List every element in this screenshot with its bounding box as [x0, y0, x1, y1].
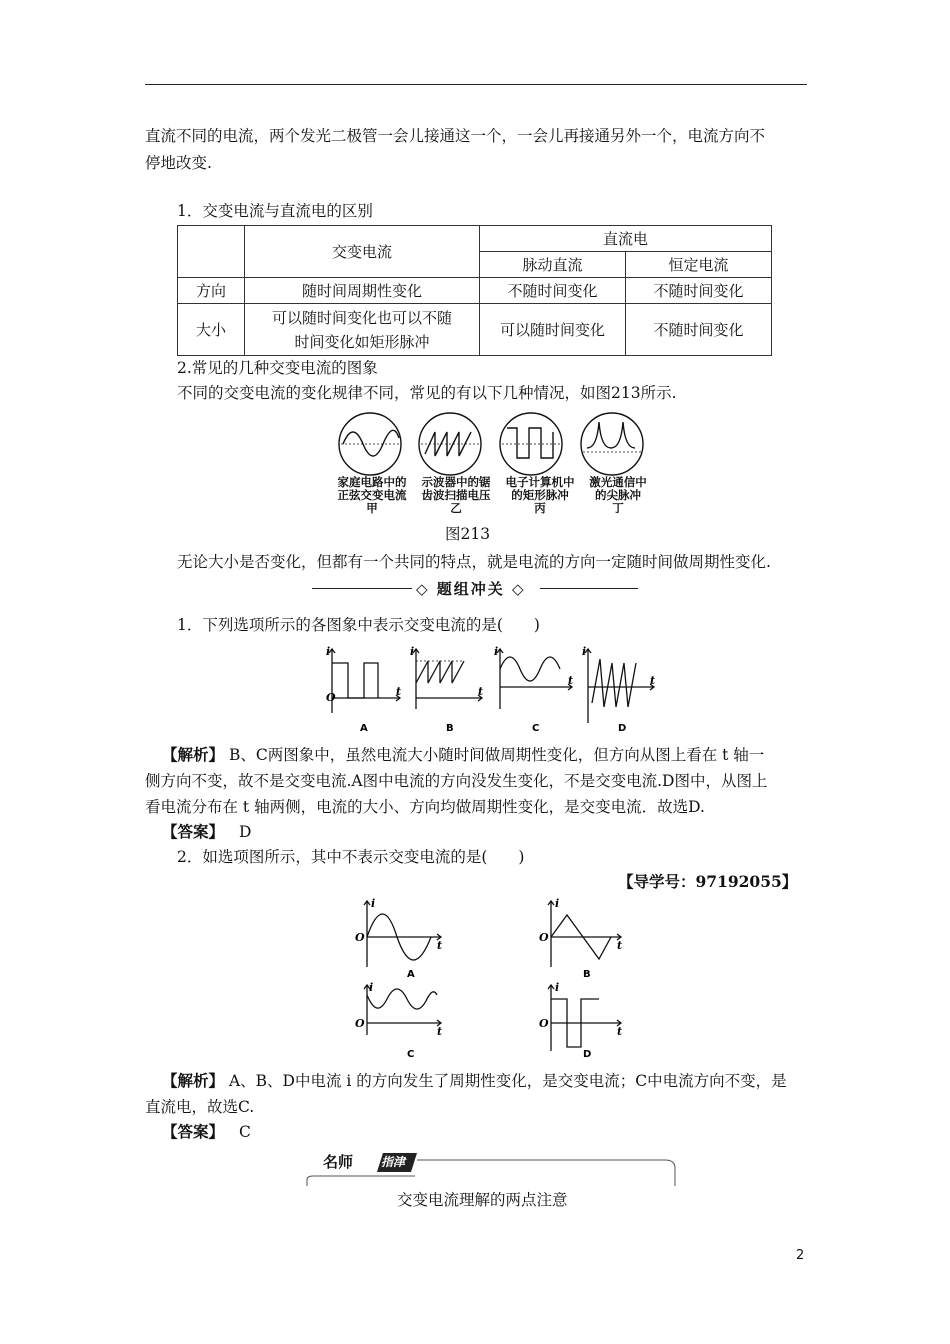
q2-option-a: A — [407, 969, 415, 980]
section2-summary: 无论大小是否变化，但都有一个共同的特点，就是电流的方向一定随时间做周期性变化. — [177, 553, 771, 571]
q2-answer-value: C — [238, 1123, 251, 1141]
q2-graph-d — [548, 985, 621, 1051]
q2-answer — [162, 1120, 251, 1144]
row-direction-label: 方向 — [178, 278, 245, 304]
header-rule — [145, 84, 807, 85]
q1-c-t: t — [568, 674, 574, 687]
tip-title: 交变电流理解的两点注意 — [397, 1191, 568, 1209]
q1-a-origin: O — [326, 691, 336, 704]
q2-graphs — [345, 895, 635, 1065]
caption-jia: 家庭电路中的 正弦交变电流 甲 — [337, 475, 407, 515]
tizu-title: ◇ 题组冲关 ◇ — [416, 580, 526, 598]
caption-yi: 示波器中的锯 齿波扫描电压 乙 — [421, 475, 491, 515]
q1-b-t: t — [478, 685, 484, 698]
q2-c-i: i — [369, 981, 374, 994]
q2-graph-b — [548, 901, 621, 967]
q2-guide-number: 【导学号：97192055】 — [618, 872, 798, 891]
row-direction-ac: 随时间周期性变化 — [245, 278, 480, 304]
tizu-rule-right — [540, 588, 638, 589]
q2-option-c: C — [407, 1049, 415, 1060]
q1-analysis-text1: B、C两图象中，虽然电流大小随时间做周期性变化，但方向从图上看在 t 轴一 — [228, 746, 765, 764]
intro-line-2: 停地改变. — [145, 154, 212, 172]
q1-d-t: t — [650, 674, 656, 687]
page-number: 2 — [796, 1248, 805, 1263]
row-size-ac-line1: 可以随时间变化也可以不随 — [271, 308, 452, 327]
q1-graph-b — [413, 649, 482, 709]
section1-title: 1．交变电流与直流电的区别 — [177, 202, 373, 220]
circle-rectangular — [500, 413, 562, 475]
header-ac: 交变电流 — [245, 226, 480, 278]
q1-c-i: i — [494, 645, 499, 658]
q2-b-t: t — [617, 939, 623, 952]
section2-title: 2.常见的几种交变电流的图象 — [177, 359, 378, 377]
row-size-pulse: 可以随时间变化 — [480, 304, 626, 356]
circle-sawtooth — [419, 413, 481, 475]
q2-b-i: i — [555, 897, 560, 910]
row-size-ac-line2: 时间变化如矩形脉冲 — [294, 332, 430, 351]
caption-bing: 电子计算机中 的矩形脉冲 丙 — [505, 475, 575, 515]
q2-analysis-line1 — [145, 1069, 787, 1093]
q1-analysis-line3: 看电流分布在 t 轴两侧，电流的大小、方向均做周期性变化，是交变电流．故选D. — [145, 798, 705, 816]
q2-option-d: D — [583, 1049, 592, 1060]
q2-d-i: i — [555, 981, 560, 994]
figure-label: 图213 — [445, 525, 491, 543]
circle-sine — [339, 413, 401, 475]
q1-option-d: D — [618, 723, 627, 733]
q1-analysis-line2: 侧方向不变，故不是交变电流.A图中电流的方向没发生变化，不是交变电流.D图中，从图上 — [145, 772, 768, 790]
q1-graph-c — [497, 649, 572, 709]
row-size-steady: 不随时间变化 — [626, 304, 772, 356]
q1-graph-d — [585, 649, 654, 723]
q1-option-a: A — [360, 723, 368, 733]
q1-graph-a — [329, 649, 400, 713]
row-size-ac — [245, 304, 480, 356]
comparison-table — [177, 225, 772, 356]
row-direction-pulse: 不随时间变化 — [480, 278, 626, 304]
q2-d-t: t — [617, 1025, 623, 1038]
q1-analysis-line1 — [145, 743, 764, 767]
q2-c-origin: O — [355, 1017, 365, 1030]
q2-answer-tag: 【答案】 — [162, 1122, 225, 1141]
q2-stem: 2．如选项图所示，其中不表示交变电流的是( ) — [177, 848, 525, 866]
circle-spike — [581, 413, 643, 475]
q1-a-i: i — [326, 645, 331, 658]
q2-graph-c — [364, 985, 441, 1035]
q1-analysis-tag: 【解析】 — [162, 745, 225, 764]
q2-a-i: i — [371, 897, 376, 910]
q1-a-t: t — [396, 685, 402, 698]
intro-line-1: 直流不同的电流，两个发光二极管一会儿接通这一个，一会儿再接通另外一个，电流方向不 — [145, 127, 766, 145]
table-corner — [178, 226, 245, 278]
tip-box-frame — [305, 1150, 680, 1190]
q2-analysis-line2: 直流电，故选C. — [145, 1098, 255, 1116]
q1-answer-tag: 【答案】 — [162, 822, 225, 841]
q1-graphs — [320, 643, 665, 733]
header-dc: 直流电 — [480, 226, 772, 252]
q2-c-t: t — [437, 1025, 443, 1038]
tizu-rule-left — [312, 588, 412, 589]
tip-brand-2: 指津 — [381, 1155, 406, 1169]
q2-graph-a — [364, 901, 441, 967]
q1-stem: 1．下列选项所示的各图象中表示交变电流的是( ) — [177, 616, 540, 634]
section2-text: 不同的交变电流的变化规律不同，常见的有以下几种情况，如图213所示. — [177, 384, 677, 402]
header-pulse: 脉动直流 — [480, 252, 626, 278]
header-steady: 恒定电流 — [626, 252, 772, 278]
row-direction-steady: 不随时间变化 — [626, 278, 772, 304]
q2-d-origin: O — [539, 1017, 549, 1030]
q1-answer-value: D — [238, 823, 252, 841]
q2-b-origin: O — [539, 931, 549, 944]
q2-a-t: t — [437, 939, 443, 952]
q1-answer — [162, 820, 251, 844]
caption-ding: 激光通信中 的尖脉冲 丁 — [589, 475, 647, 515]
q1-d-i: i — [582, 645, 587, 658]
q2-analysis-text1: A、B、D中电流 i 的方向发生了周期性变化，是交变电流；C中电流方向不变，是 — [228, 1072, 787, 1090]
row-size-label: 大小 — [178, 304, 245, 356]
q1-b-i: i — [410, 645, 415, 658]
q2-analysis-tag: 【解析】 — [162, 1071, 225, 1090]
tip-brand-1: 名师 — [323, 1153, 354, 1171]
q2-a-origin: O — [355, 931, 365, 944]
q2-option-b: B — [583, 969, 591, 980]
q1-option-c: C — [532, 723, 540, 733]
q1-option-b: B — [446, 723, 454, 733]
